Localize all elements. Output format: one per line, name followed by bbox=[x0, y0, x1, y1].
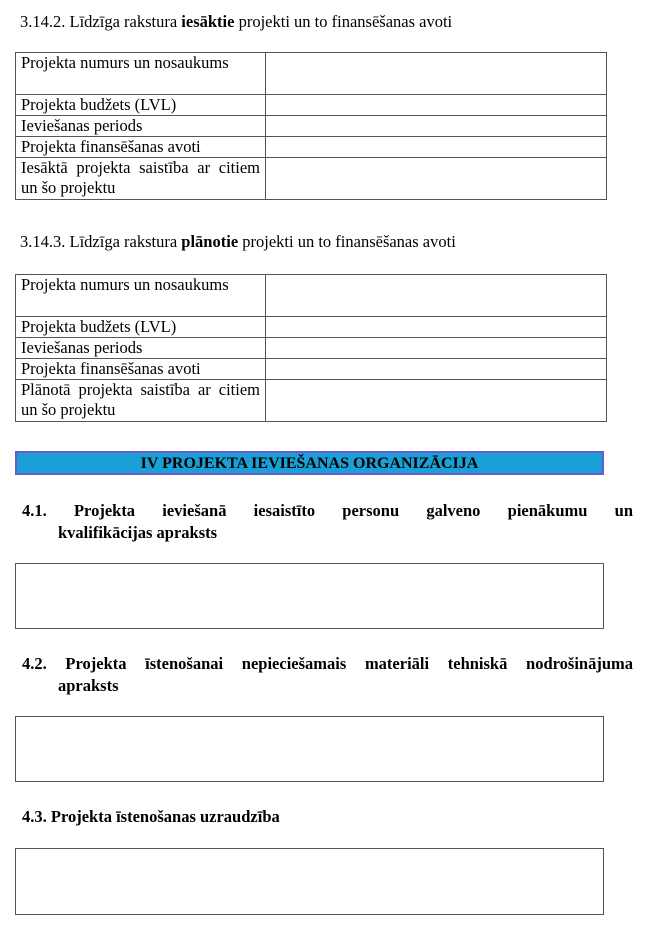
table-row bbox=[16, 359, 607, 380]
table-row bbox=[16, 275, 607, 317]
row-value-field[interactable] bbox=[266, 359, 607, 380]
section-4-1-input-box[interactable] bbox=[15, 563, 604, 629]
row-value-field[interactable] bbox=[266, 338, 607, 359]
section-4-1-heading bbox=[22, 500, 633, 544]
section-4-3-heading bbox=[22, 806, 633, 828]
row-label: Plānotā projekta saistība ar citiem un šo projektu bbox=[16, 380, 266, 422]
started-projects-table bbox=[15, 52, 607, 200]
section-4-2-heading bbox=[22, 653, 633, 697]
heading-text: Līdzīga rakstura bbox=[69, 232, 182, 251]
heading-line: 4.1. Projekta ieviešanā iesaistīto personu galveno pienākumu un bbox=[22, 501, 633, 520]
row-value-field[interactable] bbox=[266, 95, 607, 116]
planned-projects-table bbox=[15, 274, 607, 422]
heading-text: projekti un to finansēšanas avoti bbox=[238, 232, 456, 251]
row-label: Projekta numurs un nosaukums bbox=[16, 275, 266, 317]
table-row bbox=[16, 158, 607, 200]
table-row bbox=[16, 116, 607, 137]
heading-text: Līdzīga rakstura bbox=[69, 12, 182, 31]
heading-line: 4.3. Projekta īstenošanas uzraudzība bbox=[22, 807, 280, 826]
row-value-field[interactable] bbox=[266, 317, 607, 338]
heading-text: projekti un to finansēšanas avoti bbox=[234, 12, 453, 31]
row-label: Ieviešanas periods bbox=[16, 338, 266, 359]
row-value-field[interactable] bbox=[266, 53, 607, 95]
row-value-field[interactable] bbox=[266, 380, 607, 422]
heading-bold: plānotie bbox=[181, 232, 239, 251]
row-value-field[interactable] bbox=[266, 137, 607, 158]
section-3-14-3-heading bbox=[20, 232, 456, 252]
row-label: Projekta numurs un nosaukums bbox=[16, 53, 266, 95]
row-value-field[interactable] bbox=[266, 275, 607, 317]
row-value-field[interactable] bbox=[266, 158, 607, 200]
table-row bbox=[16, 53, 607, 95]
heading-line: apraksts bbox=[58, 676, 119, 695]
table-row bbox=[16, 317, 607, 338]
row-label: Projekta budžets (LVL) bbox=[16, 317, 266, 338]
row-label: Projekta budžets (LVL) bbox=[16, 95, 266, 116]
section-iv-banner: IV PROJEKTA IEVIEŠANAS ORGANIZĀCIJA bbox=[15, 451, 604, 475]
heading-line: 4.2. Projekta īstenošanai nepieciešamais materiāli tehniskā nodrošinājuma bbox=[22, 654, 633, 673]
table-row bbox=[16, 380, 607, 422]
section-number: 3.14.3. bbox=[20, 232, 66, 251]
section-3-14-2-heading bbox=[20, 12, 452, 32]
row-label: Projekta finansēšanas avoti bbox=[16, 137, 266, 158]
section-4-3-input-box[interactable] bbox=[15, 848, 604, 915]
table-row bbox=[16, 338, 607, 359]
row-label: Ieviešanas periods bbox=[16, 116, 266, 137]
row-label: Iesāktā projekta saistība ar citiem un šo projektu bbox=[16, 158, 266, 200]
row-label: Projekta finansēšanas avoti bbox=[16, 359, 266, 380]
row-value-field[interactable] bbox=[266, 116, 607, 137]
section-number: 3.14.2. bbox=[20, 12, 66, 31]
heading-line: kvalifikācijas apraksts bbox=[58, 523, 218, 542]
table-row bbox=[16, 95, 607, 116]
table-row bbox=[16, 137, 607, 158]
section-4-2-input-box[interactable] bbox=[15, 716, 604, 782]
heading-bold: iesāktie bbox=[181, 12, 235, 31]
